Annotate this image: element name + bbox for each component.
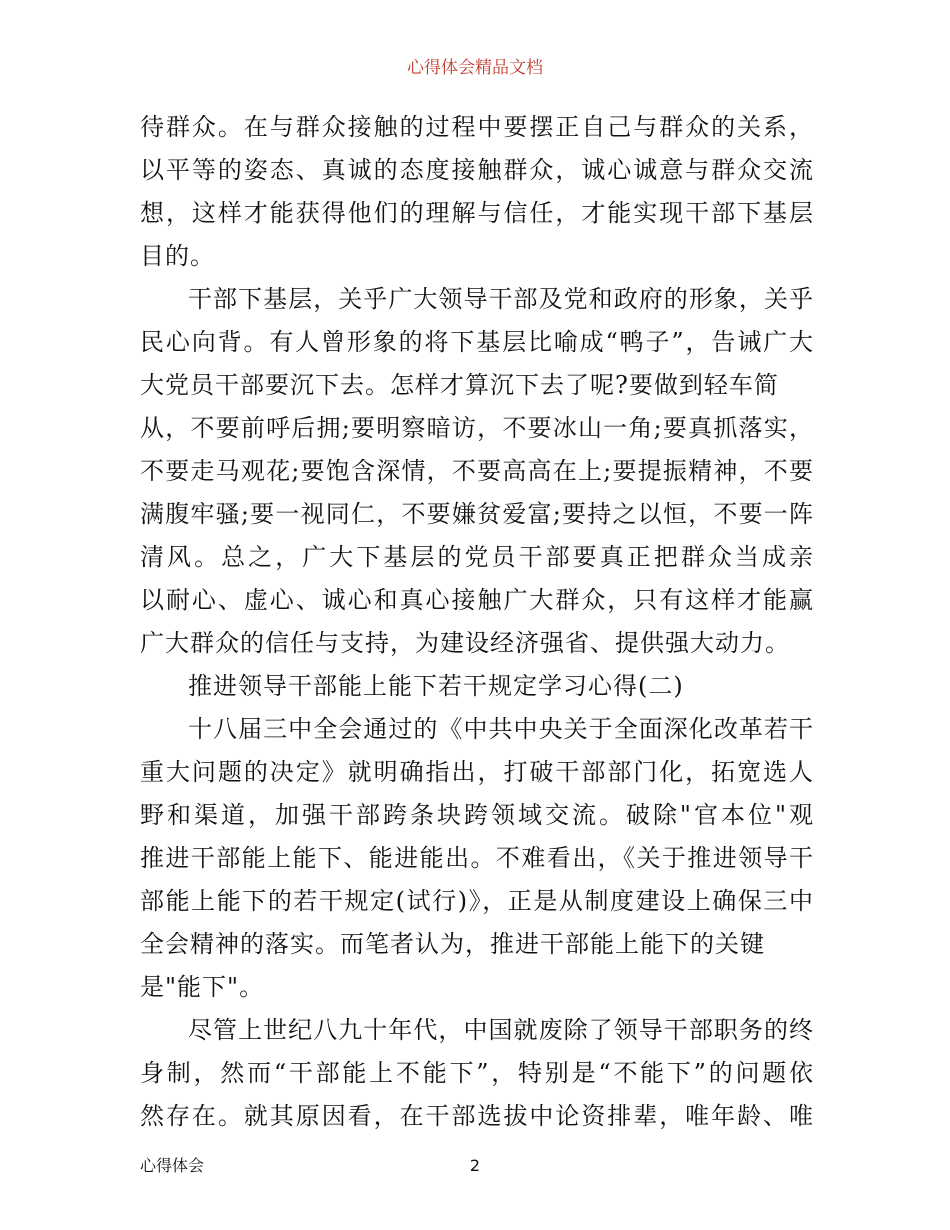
text-line: 大党员干部要沉下去。怎样才算沉下去了呢?要做到轻车简	[140, 371, 779, 399]
text-line: 野和渠道，加强干部跨条块跨领域交流。破除"官本位"观	[140, 801, 814, 829]
document-body	[140, 106, 814, 1138]
text-line: 然存在。就其原因看，在干部选拔中论资排辈，唯年龄、唯	[140, 1102, 814, 1130]
text-line: 重大问题的决定》就明确指出，打破干部部门化，拓宽选人	[140, 758, 814, 786]
text-line: 推进领导干部能上能下若干规定学习心得(二)	[188, 672, 684, 700]
text-line: 推进干部能上能下、能进能出。不难看出，《关于推进领导干	[140, 844, 814, 872]
text-line: 广大群众的信任与支持，为建设经济强省、提供强大动力。	[140, 629, 790, 657]
text-line: 以平等的姿态、真诚的态度接触群众，诚心诚意与群众交流	[140, 156, 814, 184]
text-line: 全会精神的落实。而笔者认为，推进干部能上能下的关键	[140, 930, 765, 958]
text-line: 从，不要前呼后拥;要明察暗访，不要冰山一角;要真抓落实，	[140, 414, 814, 442]
text-line: 尽管上世纪八九十年代，中国就废除了领导干部职务的终	[188, 1016, 814, 1044]
text-line: 民心向背。有人曾形象的将下基层比喻成“鸭子”，告诫广大	[140, 328, 814, 356]
text-line: 待群众。在与群众接触的过程中要摆正自己与群众的关系，	[140, 113, 814, 141]
text-line: 清风。总之，广大下基层的党员干部要真正把群众当成亲	[140, 543, 814, 571]
page-number: 2	[469, 1156, 481, 1175]
footer-label: 心得体会	[140, 1156, 205, 1175]
text-line: 十八届三中全会通过的《中共中央关于全面深化改革若干	[188, 715, 814, 743]
text-line: 不要走马观花;要饱含深情，不要高高在上;要提振精神，不要	[140, 457, 814, 485]
text-line: 干部下基层，关乎广大领导干部及党和政府的形象，关乎	[188, 285, 814, 313]
text-line: 满腹牢骚;要一视同仁，不要嫌贫爱富;要持之以恒，不要一阵	[140, 500, 814, 528]
text-line: 目的。	[140, 242, 215, 270]
text-line: 想，这样才能获得他们的理解与信任，才能实现干部下基层	[140, 199, 814, 227]
text-line: 部能上能下的若干规定(试行)》，正是从制度建设上确保三中	[140, 887, 814, 915]
text-line: 身制，然而“干部能上不能下”，特别是“不能下”的问题依	[140, 1059, 814, 1087]
page-header-title: 心得体会精品文档	[407, 58, 543, 78]
text-line: 以耐心、虚心、诚心和真心接触广大群众，只有这样才能赢	[140, 586, 814, 614]
text-line: 是"能下"。	[140, 973, 265, 1001]
